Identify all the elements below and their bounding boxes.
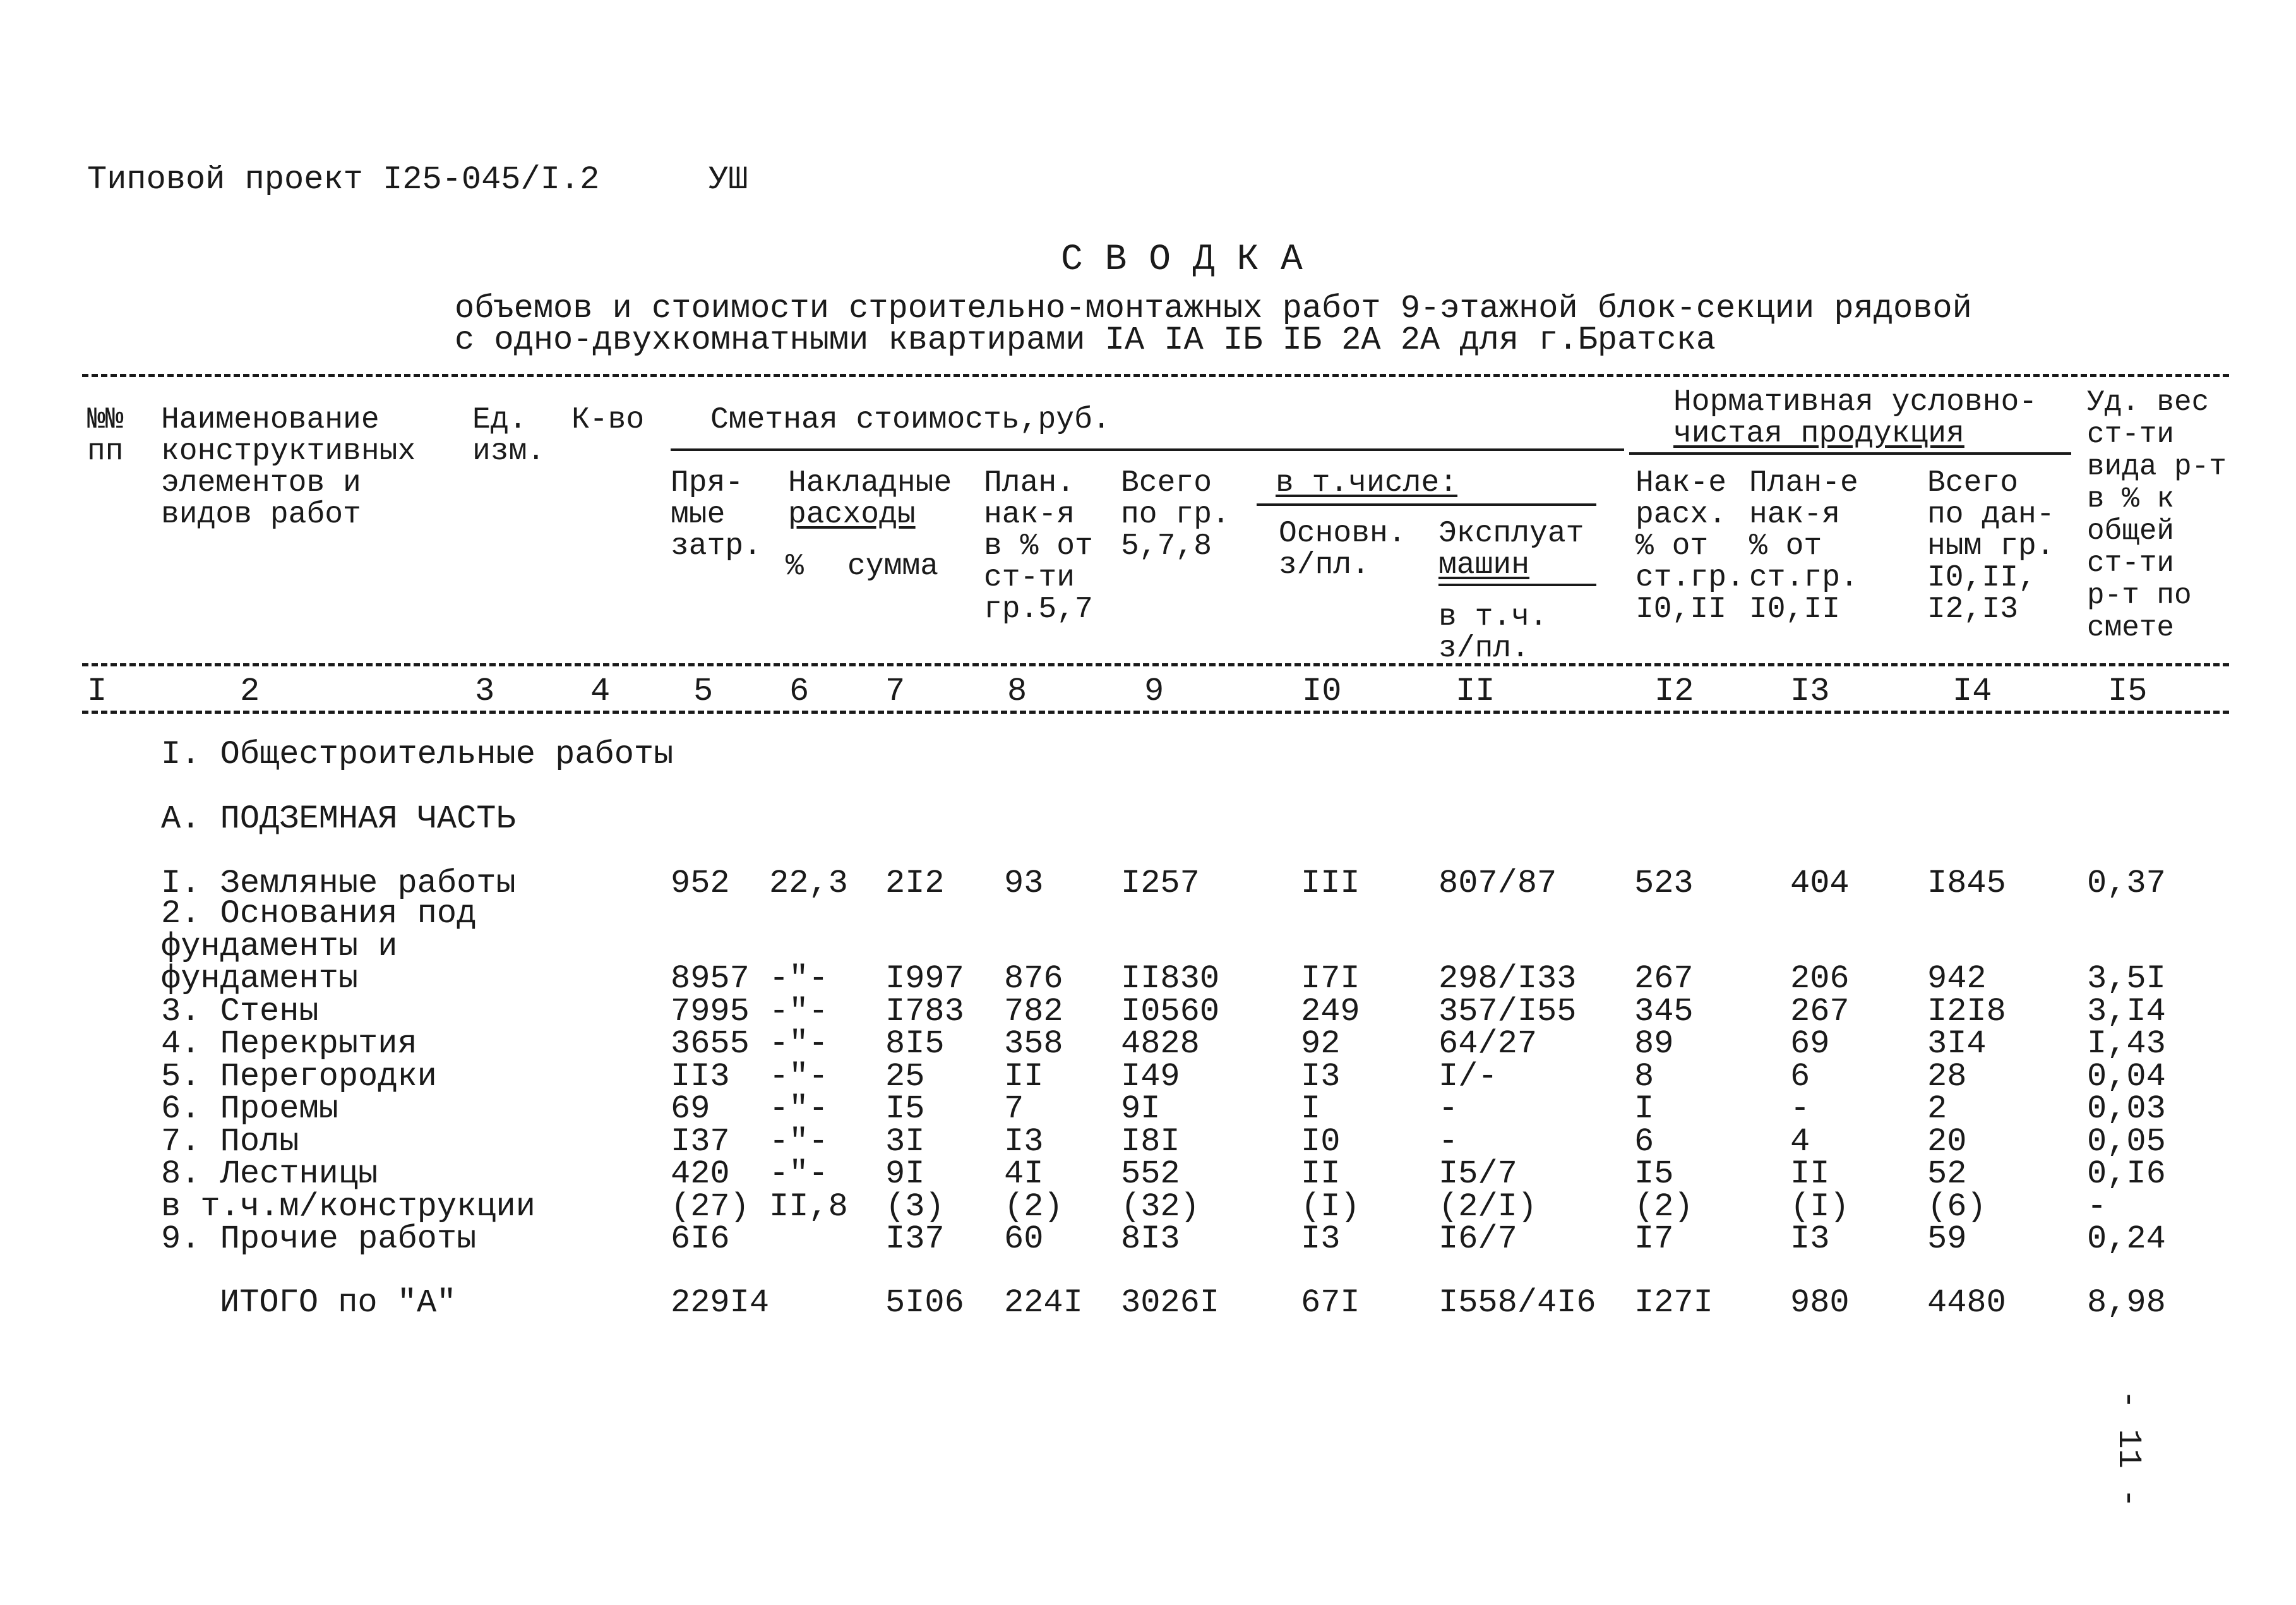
row-c5: I37	[671, 1122, 730, 1160]
row-c9: 4828	[1121, 1025, 1200, 1062]
row-c12: I	[1634, 1090, 1654, 1127]
title-line-2: с одно-двухкомнатными квартирами IА IА IБ IБ 2А 2А для г.Братска	[455, 322, 1716, 359]
normative-header: Нормативная условно- чистая продукция	[1673, 385, 2038, 451]
row-c5: 8957	[671, 960, 750, 997]
row-c11: (2/I)	[1438, 1187, 1538, 1225]
row-name: 9. Прочие работы	[161, 1220, 477, 1258]
row-c8: II	[1004, 1057, 1044, 1095]
smeta-rule	[671, 448, 1624, 451]
row-c10: III	[1301, 865, 1360, 902]
row-c8: 93	[1004, 865, 1044, 902]
row-c14: 3I4	[1927, 1025, 1987, 1062]
album-number: УШ	[709, 161, 748, 198]
row-c6: -"-	[769, 1025, 828, 1062]
row-c15: 0,04	[2087, 1057, 2166, 1095]
colnum-5: 5	[693, 673, 714, 710]
row-c5: 420	[671, 1155, 730, 1193]
total-c7: 5I06	[885, 1284, 964, 1321]
col7-header: сумма	[847, 550, 939, 584]
col6-header: %	[786, 550, 804, 584]
total-label: ИТОГО по "А"	[220, 1284, 457, 1321]
row-c13: 206	[1790, 960, 1850, 997]
page-number: - 11 -	[2110, 1390, 2147, 1508]
row-c11: I/-	[1438, 1057, 1498, 1095]
row-name: в т.ч.м/конструкции	[161, 1187, 535, 1225]
row-c12: 89	[1634, 1025, 1674, 1062]
row-c12: I5	[1634, 1155, 1674, 1193]
section-underground: А. ПОДЗЕМНАЯ ЧАСТЬ	[161, 800, 516, 838]
row-c5: 3655	[671, 1025, 750, 1062]
row-c10: 249	[1301, 992, 1360, 1030]
row-c6: -"-	[769, 960, 828, 997]
row-c8: 4I	[1004, 1155, 1044, 1193]
row-c13: 267	[1790, 992, 1850, 1030]
machines-rule	[1438, 584, 1596, 586]
overhead-header: Накладные расходы	[788, 466, 952, 532]
col5-header: Пря- мые затр.	[671, 466, 762, 563]
colnum-14: I4	[1952, 673, 1992, 710]
row-c11: -	[1438, 1122, 1459, 1160]
col12-header: Нак-е расх. % от ст.гр. I0,II	[1635, 466, 1745, 627]
normative-rule	[1629, 452, 2071, 455]
row-name: 2. Основания под	[161, 895, 477, 932]
row-name: 6. Проемы	[161, 1090, 338, 1127]
row-c5: 952	[671, 865, 730, 902]
total-c8: 224I	[1004, 1284, 1083, 1321]
row-c6: II,8	[769, 1187, 848, 1225]
col4-header: К-во	[571, 403, 645, 437]
row-c9: I8I	[1121, 1122, 1180, 1160]
row-c14: I2I8	[1927, 992, 2006, 1030]
row-c8: 60	[1004, 1220, 1044, 1258]
table-top-rule	[82, 374, 2229, 377]
row-c14: 2	[1927, 1090, 1947, 1127]
row-c7: 2I2	[885, 865, 945, 902]
row-c8: 876	[1004, 960, 1063, 997]
row-c11: -	[1438, 1090, 1459, 1127]
row-c8: 7	[1004, 1090, 1024, 1127]
colnum-3: 3	[475, 673, 495, 710]
row-c7: I783	[885, 992, 964, 1030]
section-general: I. Общестроительные работы	[161, 736, 674, 773]
row-c14: 942	[1927, 960, 1987, 997]
row-c15: 0,I6	[2087, 1155, 2166, 1193]
row-c10: I	[1301, 1090, 1321, 1127]
row-c15: 0,03	[2087, 1090, 2166, 1127]
row-c10: II	[1301, 1155, 1341, 1193]
row-c15: 0,37	[2087, 865, 2166, 902]
row-c7: 25	[885, 1057, 925, 1095]
row-c12: 523	[1634, 865, 1694, 902]
row-c9: II830	[1121, 960, 1220, 997]
colnum-top-rule	[82, 663, 2229, 666]
row-c15: -	[2087, 1187, 2107, 1225]
row-c13: 6	[1790, 1057, 1810, 1095]
colnum-12: I2	[1654, 673, 1694, 710]
total-c15: 8,98	[2087, 1284, 2166, 1321]
colnum-1: I	[87, 673, 107, 710]
col8-header: План. нак-я в % от ст-ти гр.5,7	[984, 466, 1093, 627]
row-name: 4. Перекрытия	[161, 1025, 417, 1062]
row-c12: 6	[1634, 1122, 1654, 1160]
row-c11: 357/I55	[1438, 992, 1577, 1030]
row-c12: 267	[1634, 960, 1694, 997]
colnum-11: II	[1456, 673, 1495, 710]
row-c12: I7	[1634, 1220, 1674, 1258]
col14-header: Всего по дан- ным гр. I0,II, I2,I3	[1927, 466, 2055, 627]
row-c6: 22,3	[769, 865, 848, 902]
row-c15: 3,I4	[2087, 992, 2166, 1030]
col15-header: Уд. вес ст-ти вида р-т в % к общей ст-ти р-т по смете	[2087, 386, 2227, 644]
col2-header: Наименование конструктивных элементов и видов работ	[161, 403, 416, 532]
row-c5: II3	[671, 1057, 730, 1095]
row-c13: (I)	[1790, 1187, 1850, 1225]
colnum-4: 4	[590, 673, 611, 710]
row-name: 5. Перегородки	[161, 1057, 437, 1095]
row-name: 7. Полы	[161, 1122, 299, 1160]
title-line-1: объемов и стоимости строительно-монтажных работ 9-этажной блок-секции рядовой	[455, 290, 1972, 327]
row-c15: 3,5I	[2087, 960, 2166, 997]
colnum-15: I5	[2108, 673, 2148, 710]
row-c8: I3	[1004, 1122, 1044, 1160]
row-c12: 345	[1634, 992, 1694, 1030]
row-c10: I3	[1301, 1057, 1341, 1095]
colnum-6: 6	[789, 673, 810, 710]
row-c6: -"-	[769, 1122, 828, 1160]
row-c14: 28	[1927, 1057, 1967, 1095]
row-c13: 69	[1790, 1025, 1830, 1062]
row-c5: 7995	[671, 992, 750, 1030]
row-c9: 552	[1121, 1155, 1180, 1193]
row-c5: 69	[671, 1090, 710, 1127]
row-name: 8. Лестницы	[161, 1155, 378, 1193]
colnum-10: I0	[1302, 673, 1342, 710]
row-c6: -"-	[769, 1090, 828, 1127]
row-name: I. Земляные работы	[161, 865, 516, 902]
row-c11: 298/I33	[1438, 960, 1577, 997]
row-c10: I7I	[1301, 960, 1360, 997]
row-c6: -"-	[769, 992, 828, 1030]
col13-header: План-е нак-я % от ст.гр. I0,II	[1749, 466, 1858, 627]
row-c9: (32)	[1121, 1187, 1200, 1225]
row-c8: 782	[1004, 992, 1063, 1030]
row-c9: I0560	[1121, 992, 1220, 1030]
row-c9: I49	[1121, 1057, 1180, 1095]
row-c14: 59	[1927, 1220, 1967, 1258]
colnum-13: I3	[1790, 673, 1830, 710]
including-rule	[1257, 503, 1596, 506]
colnum-2: 2	[240, 673, 260, 710]
col11-sub-header: в т.ч. з/пл.	[1438, 600, 1548, 666]
row-c12: (2)	[1634, 1187, 1694, 1225]
row-c11: I6/7	[1438, 1220, 1517, 1258]
total-c9: 3026I	[1121, 1284, 1220, 1321]
row-c5: 6I6	[671, 1220, 730, 1258]
document-title: С В О Д К А	[1061, 239, 1303, 280]
row-c13: II	[1790, 1155, 1830, 1193]
including-header: в т.числе:	[1276, 466, 1458, 500]
row-c13: 404	[1790, 865, 1850, 902]
row-c15: 0,24	[2087, 1220, 2166, 1258]
total-c10: 67I	[1301, 1284, 1360, 1321]
row-c10: (I)	[1301, 1187, 1360, 1225]
col10-header: Основн. з/пл.	[1279, 517, 1406, 582]
row-c13: 4	[1790, 1122, 1810, 1160]
row-c10: I0	[1301, 1122, 1341, 1160]
row-c7: I37	[885, 1220, 945, 1258]
colnum-7: 7	[885, 673, 906, 710]
row-c14: 20	[1927, 1122, 1967, 1160]
row-c9: I257	[1121, 865, 1200, 902]
colnum-bottom-rule	[82, 711, 2229, 714]
row-c12: 8	[1634, 1057, 1654, 1095]
colnum-8: 8	[1007, 673, 1027, 710]
row-c13: -	[1790, 1090, 1810, 1127]
row-c5: (27)	[671, 1187, 750, 1225]
total-c11: I558/4I6	[1438, 1284, 1596, 1321]
row-name: фундаменты	[161, 960, 359, 997]
total-c12: I27I	[1634, 1284, 1713, 1321]
row-c9: 9I	[1121, 1090, 1161, 1127]
row-c14: (6)	[1927, 1187, 1987, 1225]
row-c15: I,43	[2087, 1025, 2166, 1062]
row-c7: 3I	[885, 1122, 925, 1160]
row-c14: I845	[1927, 865, 2006, 902]
row-c14: 52	[1927, 1155, 1967, 1193]
row-c7: 8I5	[885, 1025, 945, 1062]
col9-header: Всего по гр. 5,7,8	[1121, 466, 1230, 563]
row-c11: I5/7	[1438, 1155, 1517, 1193]
row-c7: 9I	[885, 1155, 925, 1193]
col11-header: Эксплуат машин	[1438, 517, 1584, 582]
row-c7: I997	[885, 960, 964, 997]
project-code: Типовой проект I25-045/I.2	[87, 161, 600, 198]
row-c11: 64/27	[1438, 1025, 1538, 1062]
row-c6: -"-	[769, 1057, 828, 1095]
row-c7: I5	[885, 1090, 925, 1127]
row-c15: 0,05	[2087, 1122, 2166, 1160]
total-c14: 4480	[1927, 1284, 2006, 1321]
row-c9: 8I3	[1121, 1220, 1180, 1258]
row-c11: 807/87	[1438, 865, 1557, 902]
row-name: фундаменты и	[161, 927, 398, 965]
row-c10: 92	[1301, 1025, 1341, 1062]
col3-header: Ед. изм.	[472, 403, 546, 469]
row-c8: 358	[1004, 1025, 1063, 1062]
row-c8: (2)	[1004, 1187, 1063, 1225]
row-c13: I3	[1790, 1220, 1830, 1258]
smeta-header: Сметная стоимость,руб.	[710, 403, 1111, 437]
row-c10: I3	[1301, 1220, 1341, 1258]
row-name: 3. Стены	[161, 992, 319, 1030]
total-c5: 229I4	[671, 1284, 770, 1321]
col1-header: №№ пп	[87, 403, 124, 469]
row-c7: (3)	[885, 1187, 945, 1225]
colnum-9: 9	[1144, 673, 1164, 710]
row-c6: -"-	[769, 1155, 828, 1193]
total-c13: 980	[1790, 1284, 1850, 1321]
